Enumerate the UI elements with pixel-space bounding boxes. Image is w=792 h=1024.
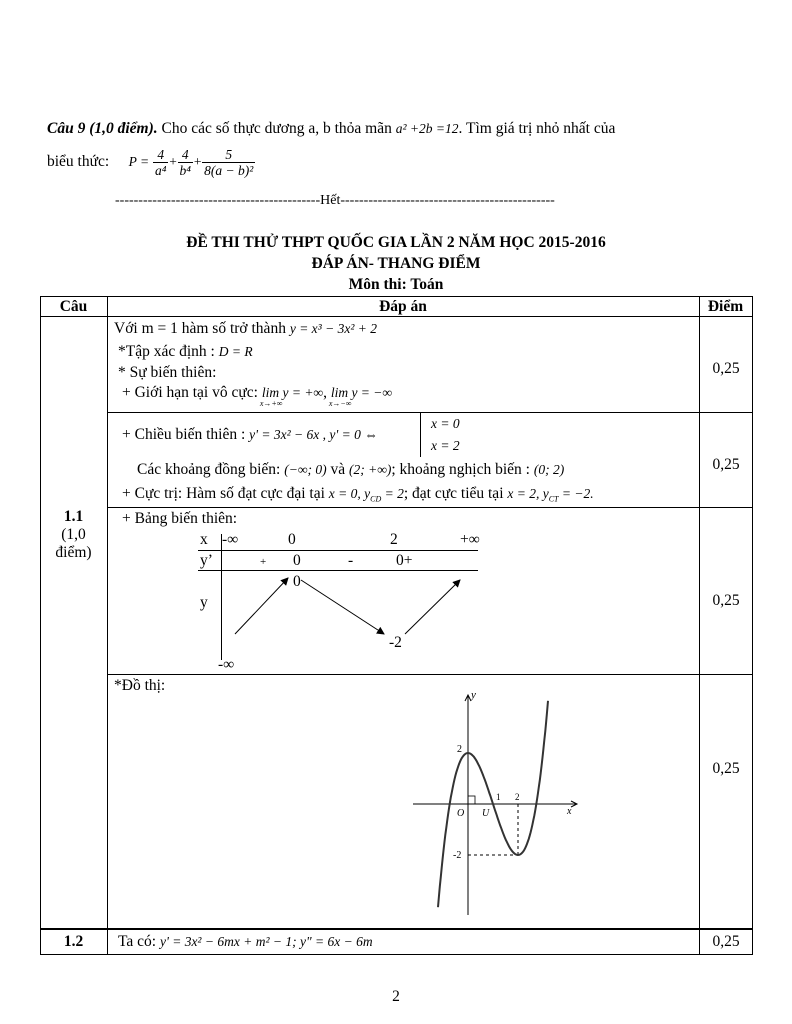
vt-yp-minus: - (348, 552, 354, 569)
r1-limit-1-expr: lim y = +∞ (261, 385, 324, 400)
exam-title: ĐỀ THI THỬ THPT QUỐC GIA LẦN 2 NĂM HỌC 2015-2016 (186, 234, 606, 251)
r2-extrema-text: + Cực trị: Hàm số đạt cực đại tại (122, 485, 325, 502)
graph-x-label: x (567, 806, 572, 817)
r2-text: + Chiều biến thiên : (122, 426, 246, 443)
graph-tick-2x: 2 (515, 792, 520, 802)
r2-max-val: = 2 (384, 486, 404, 501)
question-9-expression: biểu thức: P = $\frac{4}{\text{a⁴}}$ + $\frac{4}{\text{b⁴}}$ + $\frac{5}{\text{8(a − b)²}}$ (47, 147, 254, 178)
question-9-line2: biểu thức: (47, 153, 110, 171)
r2-case-2: x = 2 (431, 438, 460, 453)
r3-title: + Bảng biến thiên: (122, 510, 238, 527)
r2-min-sub: CT (548, 494, 559, 504)
vt-y-min: -2 (389, 634, 402, 651)
vt-arrow-up-1 (235, 578, 288, 634)
r1-formula: y = x³ − 3x² + 2 (289, 321, 377, 336)
r1-limit-sep: , (323, 384, 327, 401)
r2-max-x: x = 0, y (328, 486, 371, 501)
r1-domain-formula: D = R (218, 344, 253, 359)
r2-case-1: x = 0 (431, 416, 460, 431)
col-header-diem: Điểm (707, 298, 744, 315)
r2-interval-3: (0; 2) (533, 462, 565, 477)
page-number: 2 (392, 988, 400, 1005)
vt-y-max: 0 (293, 573, 301, 590)
r1-limit-2-expr: lim y = −∞ (330, 385, 393, 400)
fraction-1-den: a⁴ (154, 163, 167, 178)
graph-tick-u: U (482, 808, 490, 819)
vt-y-label: y (200, 594, 208, 611)
r2-decreasing-text: ; khoảng nghịch biến : (391, 461, 530, 478)
r2-min-text: ; đạt cực tiểu tại (403, 485, 504, 502)
vt-arrow-down (301, 580, 384, 634)
graph-tick-m2: -2 (453, 850, 462, 861)
vt-arrow-up-2 (405, 580, 460, 634)
graph-tick-o: O (457, 808, 465, 819)
exam-subtitle: ĐÁP ÁN- THANG ĐIỂM (311, 255, 481, 272)
r2-formula: y' = 3x² − 6x , y' = 0 ⇔ (249, 427, 378, 442)
col-header-dapan: Đáp án (379, 298, 427, 315)
question-9-text2: . Tìm giá trị nhỏ nhất của (458, 120, 616, 137)
fraction-2-num: 4 (178, 147, 193, 163)
function-graph (405, 690, 585, 920)
vt-x-val2: 0 (288, 531, 296, 548)
question-9-label: Câu 9 (1,0 điểm). (47, 120, 158, 137)
p-lhs: P = (128, 154, 150, 170)
vt-yp-zero-plus: 0+ (396, 552, 413, 569)
r1-text: Với m = 1 hàm số trở thành (114, 320, 286, 337)
q11-points2: điểm) (55, 544, 92, 561)
vt-y-neg-inf: -∞ (218, 656, 235, 673)
vt-x-val1: -∞ (222, 531, 239, 548)
graph-tick-1: 1 (496, 792, 501, 802)
r5-text: Ta có: (118, 933, 157, 950)
r2-interval-1: (−∞; 0) (284, 462, 327, 477)
r2-score: 0,25 (712, 456, 740, 473)
graph-tick-2y: 2 (457, 744, 462, 755)
r1-limit-2-sub: x→−∞ (328, 399, 352, 408)
vt-x-val3: 2 (390, 531, 398, 548)
r4-score: 0,25 (712, 760, 740, 777)
r2-and: và (330, 461, 346, 478)
graph-origin-mark (468, 796, 475, 804)
fraction-2-den: b⁴ (179, 163, 191, 178)
vt-yp-zero: 0 (293, 552, 301, 569)
graph-y-label: y (471, 690, 476, 701)
r1-score: 0,25 (712, 360, 740, 377)
vt-x-val4: +∞ (460, 531, 480, 548)
q11-label: 1.1 (63, 508, 84, 525)
vt-yp-plus: + (260, 556, 267, 568)
question-9-condition: a² +2b =12 (395, 121, 459, 136)
r2-max-sub: CD (370, 494, 382, 504)
r5-formula: y' = 3x² − 6mx + m² − 1; y" = 6x − 6m (159, 934, 373, 949)
r2-min-val: = −2. (561, 486, 594, 501)
vt-yp-label: y’ (200, 552, 213, 569)
fraction-3-den: 8(a − b)² (204, 163, 254, 178)
r4-title: *Đồ thị: (114, 677, 166, 694)
r1-limit-text: + Giới hạn tại vô cực: (122, 384, 258, 401)
q12-label: 1.2 (63, 933, 84, 950)
exam-subject: Môn thi: Toán (348, 276, 444, 293)
vt-x-label: x (200, 531, 208, 548)
fraction-3-num: 5 (202, 147, 255, 163)
col-header-cau: Câu (59, 298, 88, 315)
fraction-1-num: 4 (153, 147, 168, 163)
r1-domain-text: *Tập xác định : (118, 343, 215, 360)
r2-increasing-text: Các khoảng đồng biến: (137, 461, 281, 478)
r5-line (118, 933, 373, 951)
q11-points: (1,0 (61, 526, 86, 543)
r1-limit-1-sub: x→+∞ (259, 399, 283, 408)
r2-min-x: x = 2, y (507, 486, 549, 501)
end-separator: --------------------------------------------Hết---------------------------------------------- (115, 193, 555, 208)
r2-interval-2: (2; +∞) (348, 462, 392, 477)
question-9-text: Cho các số thực dương a, b thỏa mãn (161, 120, 392, 137)
r3-score: 0,25 (712, 592, 740, 609)
r5-score: 0,25 (712, 933, 740, 950)
r1-line3: * Sự biến thiên: (118, 364, 217, 381)
